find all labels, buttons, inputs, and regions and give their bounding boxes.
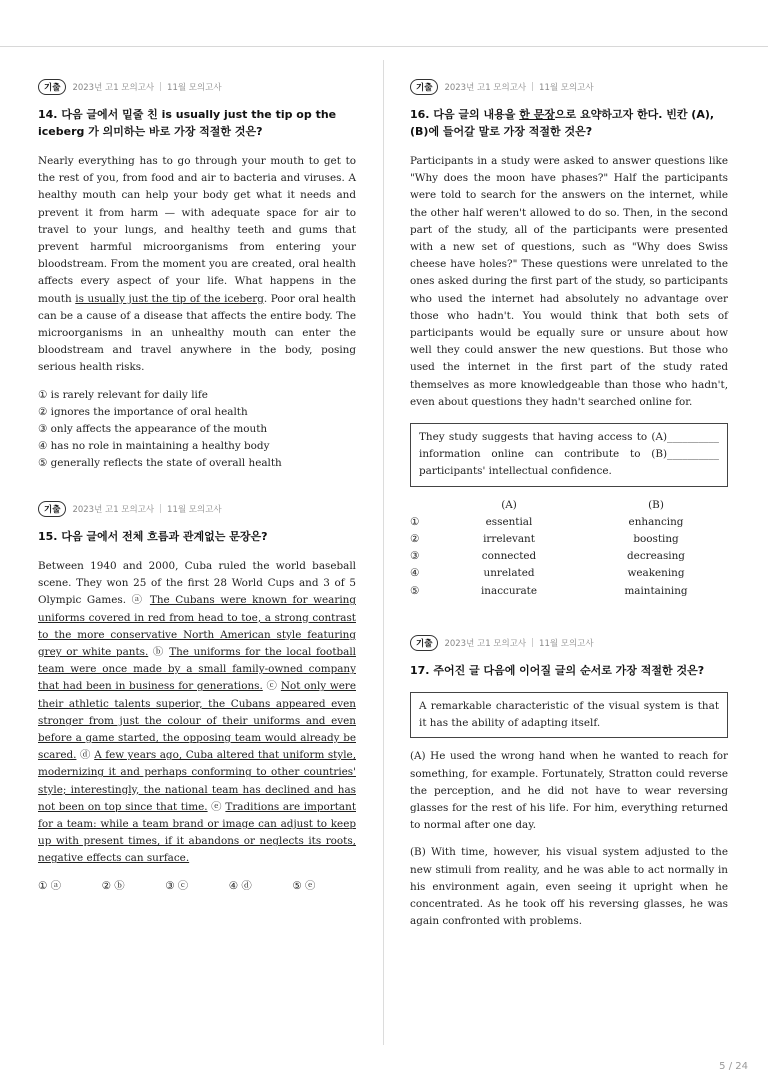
choice-4[interactable]: ④ ⓓ [228, 879, 252, 892]
underlined-phrase: is usually just the tip of the iceberg [75, 292, 264, 305]
question-15 [38, 500, 356, 895]
answer-choices [38, 387, 356, 473]
passage-text-2: . Poor oral health can be a cause of a disease that affects the entire body. The microorganisms in an unhealthy mouth can enter the bloodstream and travel anywhere in the body, posing serious health risks. [38, 292, 356, 374]
option-5-a: inaccurate [480, 584, 538, 597]
option-2-a: irrelevant [483, 533, 535, 546]
page-number: 5 / 24 [719, 1061, 748, 1072]
choice-3[interactable]: ③ ⓒ [165, 879, 189, 892]
sentence-b: The uniforms for the local football team were once made by a small family-owned company that had been in business for generations. [38, 646, 356, 693]
source-month: 11월 모의고사 [539, 83, 594, 93]
option-1-b: enhancing [628, 515, 684, 528]
header-b: (B) [648, 498, 664, 511]
question-14 [38, 78, 356, 473]
question-16 [410, 78, 728, 600]
marker-c: ⓒ [266, 680, 278, 693]
header-spacer [410, 497, 434, 514]
passage-text-1: Nearly everything has to go through your mouth to get to the rest of you, from food and air to bacteria and viruses. A healthy mouth can help your body get what it needs and prevent it from harm — with adequate space for air to travel to your lungs, and healthy teeth and gums that prevent harmful microorganisms from entering your bloodstream. From the moment you are created, oral health affects every aspect of your life. What happens in the mouth [38, 155, 356, 305]
passage [38, 558, 356, 868]
top-rule [0, 46, 768, 47]
source-tag [38, 78, 356, 96]
question-title: 14. 다음 글에서 밑줄 친 is usually just the tip op the iceberg 가 의미하는 바로 가장 적절한 것은? [38, 108, 337, 138]
question-title: 17. 주어진 글 다음에 이어질 글의 순서로 가장 적절한 것은? [410, 664, 705, 677]
option-5-b: maintaining [624, 584, 688, 597]
tag-separator: | [159, 82, 163, 92]
choice-5[interactable]: ⑤ ⓔ [292, 879, 316, 892]
source-year: 2023년 고1 모의고사 [444, 83, 527, 93]
marker-b: ⓑ [152, 646, 165, 659]
question-17 [410, 634, 728, 940]
tag-separator: | [531, 82, 535, 92]
option-1-num[interactable]: ① [410, 515, 420, 528]
choice-1[interactable]: ① is rarely relevant for daily life [38, 388, 208, 401]
option-3-num[interactable]: ③ [410, 550, 420, 563]
column-divider [383, 60, 384, 1045]
source-year: 2023년 고1 모의고사 [72, 505, 155, 515]
passage-intro: Between 1940 and 2000, Cuba ruled the world baseball scene. They won 25 of the first 28 World Cups and 3 of 5 Olympic Games. [38, 560, 356, 607]
source-badge: 기출 [38, 79, 66, 95]
source-tag [38, 500, 356, 518]
header-a: (A) [501, 498, 517, 511]
source-month: 11월 모의고사 [539, 639, 594, 649]
tag-separator: | [159, 504, 163, 514]
marker-d: ⓓ [79, 749, 91, 762]
question-title: 15. 다음 글에서 전체 흐름과 관계없는 문장은? [38, 530, 268, 543]
title-post: 으로 요약하고자 한다. 빈칸 (A), (B)에 들어갈 말로 가장 적절한 것은? [410, 108, 715, 138]
option-2-b: boosting [633, 533, 679, 546]
passage: Participants in a study were asked to answer questions like "Why does the moon have phases?" Half the participants were told to search for the answers on the internet, while the other half weren't allowed to do so. Then, in the second part of the study, all of the participants were presented with a new set of questions, such as "Why does Swiss cheese have holes?" These questions were unrelated to the ones asked during the first part of the study, so participants who used the internet had absolutely no advantage over those who hadn't. You would think that both sets of participants would be equally sure or unsure about how well they could answer the new questions. But those who used the internet in the first part of the study rated themselves as more knowledgeable than those who hadn't, even about questions they hadn't searched online for. [410, 155, 728, 408]
title-underlined: 한 문장 [519, 108, 555, 121]
paragraph-a: (A) He used the wrong hand when he wanted to reach for something, for example. Fortunately, Stratton could reverse the perception, and he did not have to wear reversing glasses for the rest of his life. For him, everything returned to normal after one day. [410, 750, 728, 832]
sentence-e: Traditions are important for a team: while a team brand or image can adjust to keep up with present times, if it abandons or neglects its roots, negative effects can surface. [38, 800, 356, 865]
option-3-a: connected [481, 550, 537, 563]
option-1-a: essential [485, 515, 533, 528]
option-4-b: weakening [627, 567, 685, 580]
given-sentence-box: A remarkable characteristic of the visual system is that it has the ability of adapting itself. [410, 692, 728, 738]
choice-2[interactable]: ② ⓑ [101, 879, 125, 892]
source-tag [410, 78, 728, 96]
sentence-c: Not only were their athletic talents superior, the Cubans appeared even stronger from just the colour of their uniforms and even before a game started, the opposing team would already be scared. [38, 680, 356, 762]
option-4-num[interactable]: ④ [410, 567, 420, 580]
sentence-d: A few years ago, Cuba altered that uniform style, modernizing it and perhaps conforming to other countries' style; interestingly, the national team has declined and has not been on top since that time. [38, 749, 357, 813]
source-badge: 기출 [38, 501, 66, 517]
source-tag [410, 634, 728, 652]
source-badge: 기출 [410, 79, 438, 95]
answer-choices [38, 878, 356, 895]
paragraph-b: (B) With time, however, his visual system adjusted to the new stimuli from reality, and he was able to act normally in his environment again, even seeing it upright when he concentrated. As he took off his reversing glasses, he was again confronted with problems. [410, 846, 728, 928]
source-month: 11월 모의고사 [167, 83, 222, 93]
choice-3[interactable]: ③ only affects the appearance of the mouth [38, 423, 268, 436]
source-year: 2023년 고1 모의고사 [444, 639, 527, 649]
passage [38, 153, 356, 377]
source-month: 11월 모의고사 [167, 505, 222, 515]
option-4-a: unrelated [483, 567, 535, 580]
sentence-a: The Cubans were known for wearing uniforms covered in red from head to toe, a strong contrast to the more conservative North American style featuring grey or white pants. [38, 594, 356, 659]
question-title [410, 106, 728, 140]
choice-2[interactable]: ② ignores the importance of oral health [38, 405, 248, 418]
source-badge: 기출 [410, 635, 438, 651]
title-pre: 16. 다음 글의 내용을 [410, 108, 520, 121]
tag-separator: | [531, 638, 535, 648]
option-2-num[interactable]: ② [410, 533, 420, 546]
option-3-b: decreasing [627, 550, 685, 563]
marker-a: ⓐ [131, 594, 145, 607]
choice-5[interactable]: ⑤ generally reflects the state of overall health [38, 457, 282, 470]
answer-table [410, 497, 728, 600]
marker-e: ⓔ [211, 800, 222, 813]
summary-box: They study suggests that having access to (A)__________ information online can contribute to (B)__________ participants' intellectual confidence. [410, 423, 728, 487]
option-5-num[interactable]: ⑤ [410, 584, 420, 597]
choice-4[interactable]: ④ has no role in maintaining a healthy body [38, 440, 270, 453]
choice-1[interactable]: ① ⓐ [38, 879, 62, 892]
source-year: 2023년 고1 모의고사 [72, 83, 155, 93]
